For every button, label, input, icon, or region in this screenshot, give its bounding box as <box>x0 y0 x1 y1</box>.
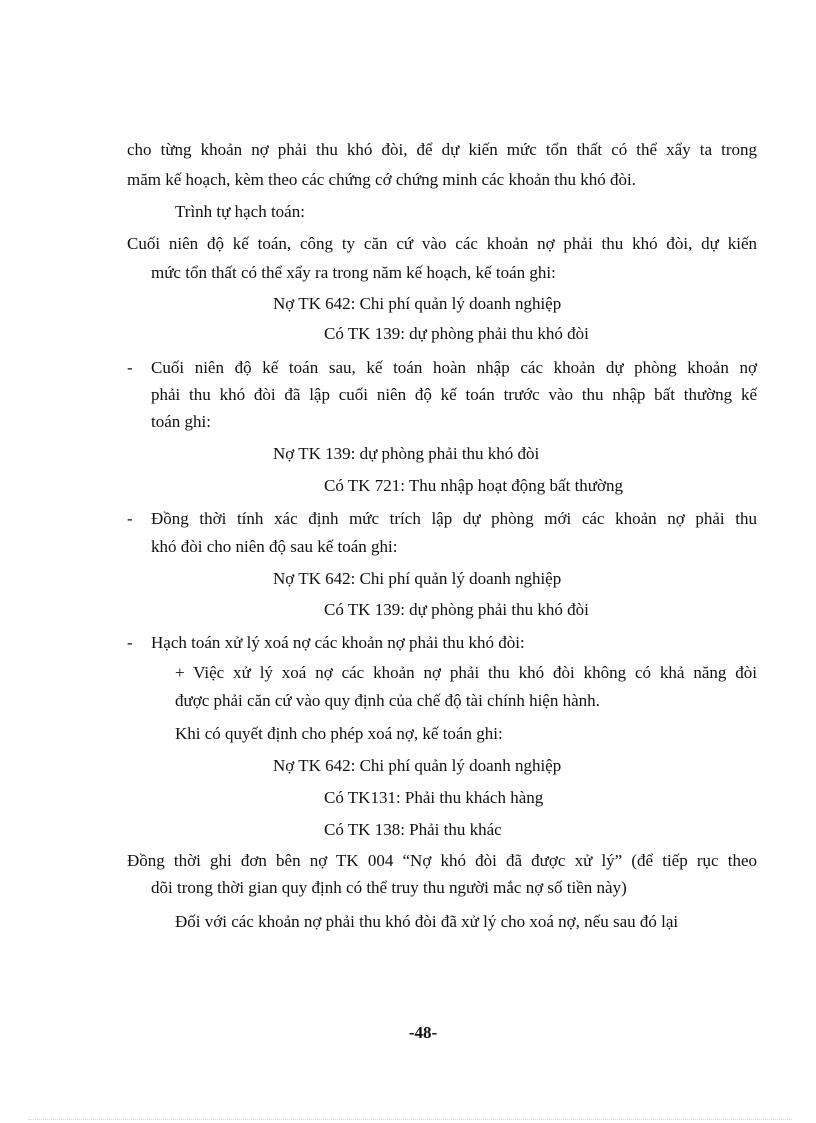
journal-entry-credit: Có TK 138: Phải thu khác <box>324 820 502 839</box>
bullet-line: phải thu khó đòi đã lập cuối niên độ kế toán trước vào thu nhập bất thường kế <box>151 385 757 404</box>
paragraph-line: dõi trong thời gian quy định có thể truy thu người mắc nợ số tiền này) <box>151 878 627 897</box>
journal-entry-credit: Có TK 139: dự phòng phải thu khó đòi <box>324 324 589 343</box>
journal-entry-credit: Có TK 139: dự phòng phải thu khó đòi <box>324 600 589 619</box>
journal-entry-credit: Có TK 721: Thu nhập hoạt động bất thường <box>324 476 624 495</box>
paragraph-line: Cuối niên độ kế toán, công ty căn cứ vào các khoản nợ phải thu khó đòi, dự kiến <box>127 234 757 253</box>
journal-entry-credit: Có TK131: Phải thu khách hàng <box>324 788 544 807</box>
paragraph-line: măm kế hoạch, kèm theo các chứng cớ chứng minh các khoản thu khó đòi. <box>127 170 636 189</box>
journal-entry-debit: Nợ TK 139: dự phòng phải thu khó đòi <box>273 444 540 463</box>
bullet-line: toán ghi: <box>151 412 211 431</box>
sub-item-line: được phải căn cứ vào quy định của chế độ tài chính hiện hành. <box>175 691 600 710</box>
paragraph-line: cho từng khoản nợ phải thu khó đòi, để dự kiến mức tổn thất có thể xẩy ta trong <box>127 140 757 159</box>
paragraph-line: mức tổn thất có thể xẩy ra trong năm kế hoạch, kế toán ghi: <box>151 263 556 282</box>
journal-entry-debit: Nợ TK 642: Chi phí quản lý doanh nghiệp <box>273 569 562 588</box>
bullet-dash: - <box>127 509 133 528</box>
journal-entry-debit: Nợ TK 642: Chi phí quản lý doanh nghiệp <box>273 294 562 313</box>
page-bottom-border <box>28 1119 792 1120</box>
paragraph-line: Đồng thời ghi đơn bên nợ TK 004 “Nợ khó đòi đã được xử lý” (để tiếp rục theo <box>127 851 757 870</box>
bullet-dash: - <box>127 358 133 377</box>
paragraph-line: Đối với các khoản nợ phải thu khó đòi đã xử lý cho xoá nợ, nếu sau đó lại <box>175 912 679 931</box>
section-heading: Trình tự hạch toán: <box>175 202 305 221</box>
paragraph-line: Khi có quyết định cho phép xoá nợ, kế toán ghi: <box>175 724 503 743</box>
bullet-line: Cuối niên độ kế toán sau, kế toán hoàn nhập các khoản dự phòng khoản nợ <box>151 358 757 377</box>
journal-entry-debit: Nợ TK 642: Chi phí quản lý doanh nghiệp <box>273 756 562 775</box>
bullet-line: khó đòi cho niên độ sau kế toán ghi: <box>151 537 398 556</box>
bullet-line: Đồng thời tính xác định mức trích lập dự phòng mới các khoản nợ phải thu <box>151 509 757 528</box>
bullet-line: Hạch toán xử lý xoá nợ các khoản nợ phải thu khó đòi: <box>151 633 525 652</box>
sub-item-line: + Việc xử lý xoá nợ các khoản nợ phải thu khó đòi không có khả năng đòi <box>175 663 757 682</box>
bullet-dash: - <box>127 633 133 652</box>
page-number: -48- <box>408 1023 438 1042</box>
